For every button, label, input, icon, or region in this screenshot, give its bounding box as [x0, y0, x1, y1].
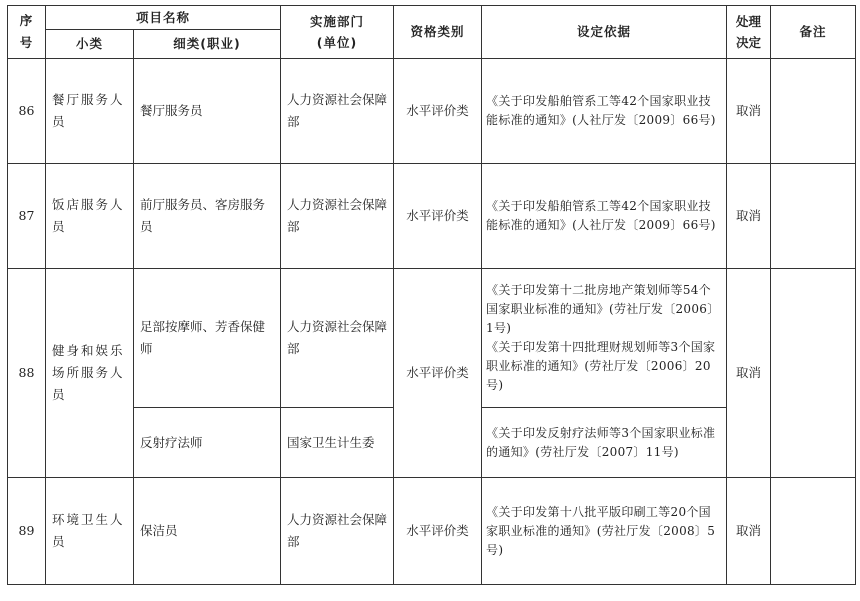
qualification-table [7, 5, 856, 585]
basis-cell: 《关于印发第十二批房地产策划师等54个国家职业标准的通知》(劳社厅发〔2006〕1号) 《关于印发第十四批理财规划师等3个国家职业标准的通知》(劳社厅发〔2006〕20号) [482, 269, 727, 408]
table-row [8, 478, 856, 585]
table-row [8, 164, 856, 269]
sub-category-cell: 反射疗法师 [134, 408, 281, 478]
seq-cell: 89 [8, 478, 46, 585]
header-qualification-type: 资格类别 [394, 6, 482, 59]
header-seq: 序号 [8, 6, 46, 59]
basis-cell: 《关于印发反射疗法师等3个国家职业标准的通知》(劳社厅发〔2007〕11号) [482, 408, 727, 478]
remark-cell [771, 269, 856, 478]
qualification-type-cell: 水平评价类 [394, 59, 482, 164]
header-sub-category: 细类(职业) [134, 30, 281, 59]
seq-cell: 88 [8, 269, 46, 478]
header-small-category: 小类 [46, 30, 134, 59]
decision-cell: 取消 [727, 478, 771, 585]
department-cell: 国家卫生计生委 [281, 408, 394, 478]
decision-cell: 取消 [727, 269, 771, 478]
basis-cell: 《关于印发船舶管系工等42个国家职业技能标准的通知》(人社厅发〔2009〕66号) [482, 164, 727, 269]
table-row [8, 269, 856, 408]
decision-cell: 取消 [727, 164, 771, 269]
basis-cell: 《关于印发第十八批平版印刷工等20个国家职业标准的通知》(劳社厅发〔2008〕5号) [482, 478, 727, 585]
remark-cell [771, 59, 856, 164]
header-basis: 设定依据 [482, 6, 727, 59]
department-cell: 人力资源社会保障部 [281, 164, 394, 269]
sub-category-cell: 保洁员 [134, 478, 281, 585]
seq-cell: 87 [8, 164, 46, 269]
department-cell: 人力资源社会保障部 [281, 59, 394, 164]
qualification-type-cell: 水平评价类 [394, 164, 482, 269]
header-department: 实施部门 (单位) [281, 6, 394, 59]
sub-category-cell: 前厅服务员、客房服务员 [134, 164, 281, 269]
department-cell: 人力资源社会保障部 [281, 269, 394, 408]
sub-category-cell: 足部按摩师、芳香保健师 [134, 269, 281, 408]
remark-cell [771, 164, 856, 269]
department-cell: 人力资源社会保障部 [281, 478, 394, 585]
small-category-cell: 饭店服务人员 [46, 164, 134, 269]
qualification-type-cell: 水平评价类 [394, 478, 482, 585]
sub-category-cell: 餐厅服务员 [134, 59, 281, 164]
header-remark: 备注 [771, 6, 856, 59]
remark-cell [771, 478, 856, 585]
table-row [8, 59, 856, 164]
small-category-cell: 餐厅服务人员 [46, 59, 134, 164]
header-row-1 [8, 6, 856, 30]
qualification-type-cell: 水平评价类 [394, 269, 482, 478]
small-category-cell: 健身和娱乐场所服务人员 [46, 269, 134, 478]
decision-cell: 取消 [727, 59, 771, 164]
header-decision: 处理 决定 [727, 6, 771, 59]
small-category-cell: 环境卫生人员 [46, 478, 134, 585]
header-item-name: 项目名称 [46, 6, 281, 30]
seq-cell: 86 [8, 59, 46, 164]
basis-cell: 《关于印发船舶管系工等42个国家职业技能标准的通知》(人社厅发〔2009〕66号) [482, 59, 727, 164]
